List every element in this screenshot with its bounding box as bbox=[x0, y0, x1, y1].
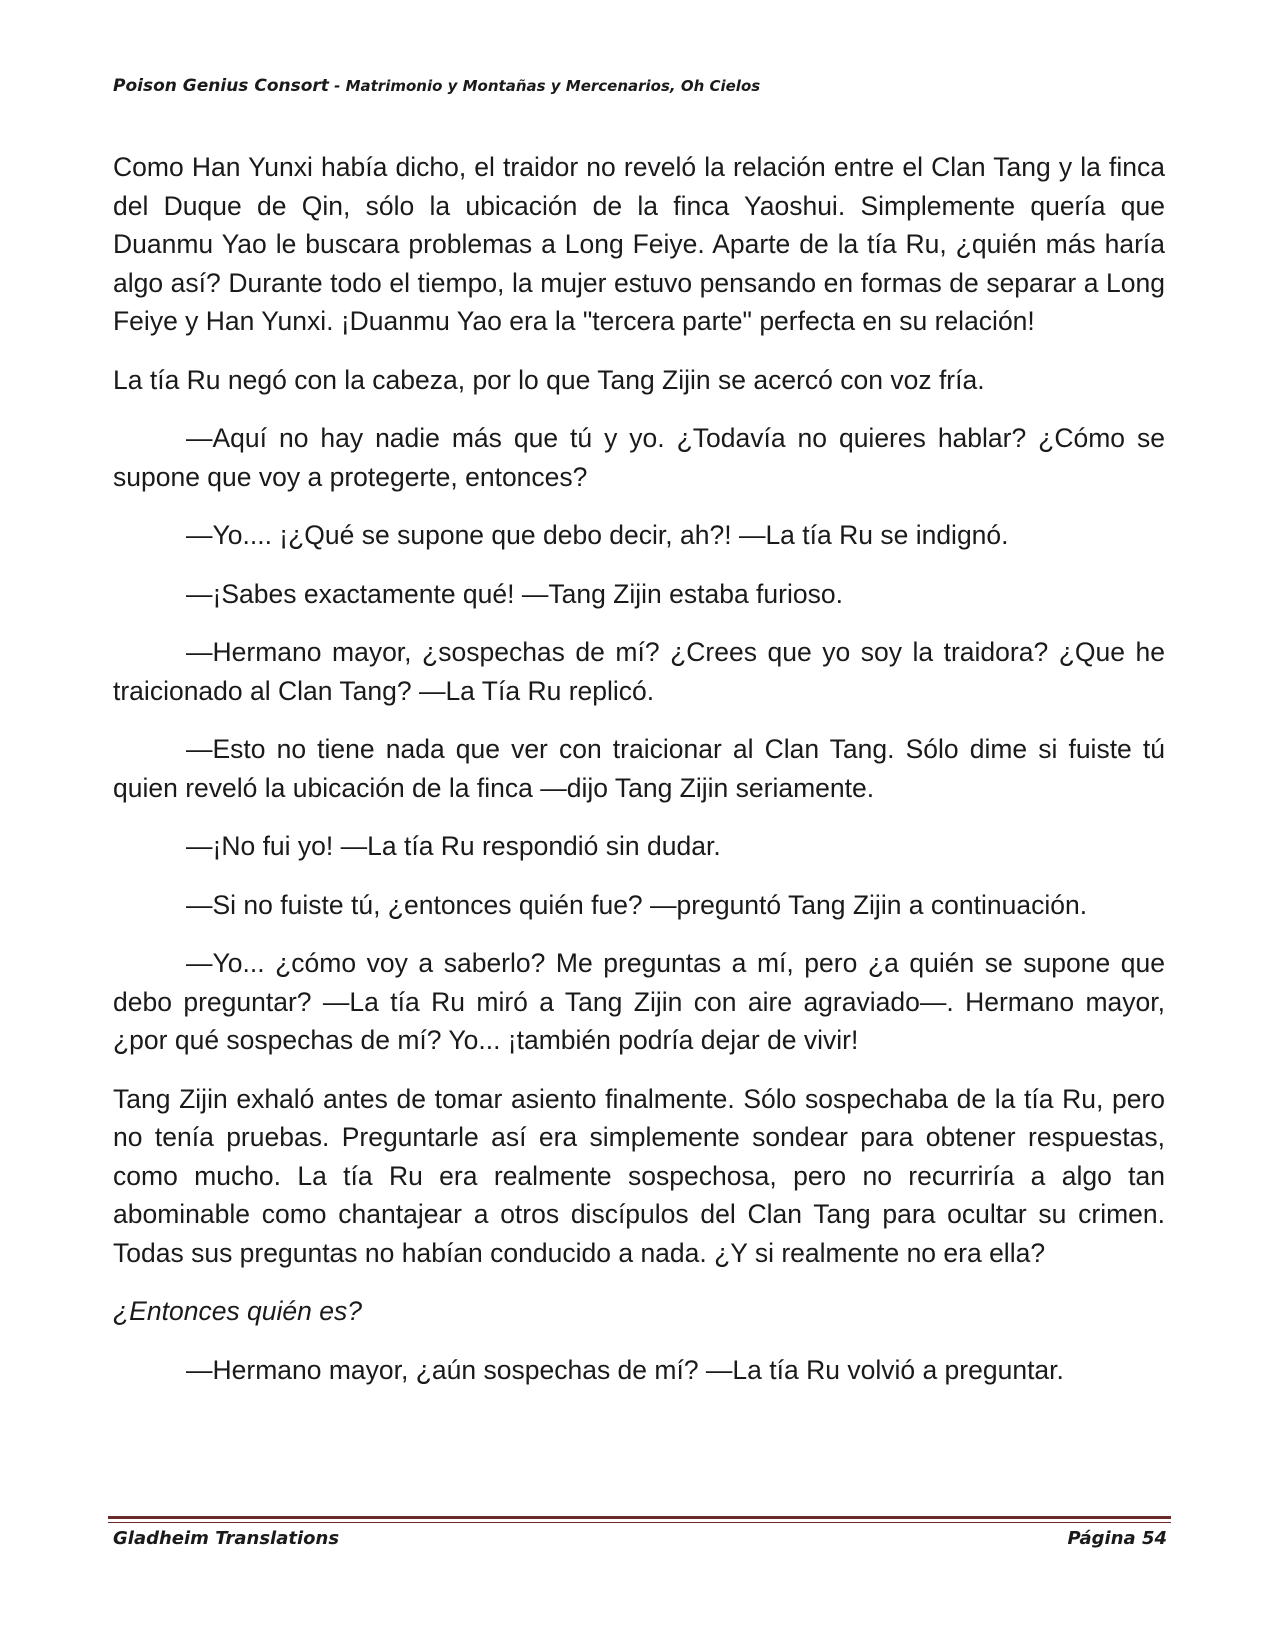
paragraph-9: —Si no fuiste tú, ¿entonces quién fue? —preguntó Tang Zijin a continuación. bbox=[186, 889, 1088, 920]
page-header bbox=[113, 76, 760, 96]
paragraph-7: —Esto no tiene nada que ver con traicionar al Clan Tang. Sólo dime si fuiste tú quien reveló la ubicación de la finca —dijo Tang Zijin seriamente. bbox=[113, 734, 1165, 803]
paragraph-2: La tía Ru negó con la cabeza, por lo que Tang Zijin se acercó con voz fría. bbox=[113, 364, 985, 395]
page-body bbox=[113, 148, 1165, 1409]
page-number: Página 54 bbox=[1067, 1528, 1167, 1549]
paragraph-8: —¡No fui yo! —La tía Ru respondió sin dudar. bbox=[186, 831, 721, 861]
paragraph-1: Como Han Yunxi había dicho, el traidor no reveló la relación entre el Clan Tang y la finca del Duque de Qin, sólo la ubicación de la finca Yaoshui. Simplemente quería que Duanmu Yao le buscara problemas a Long Feiye. Aparte de la tía Ru, ¿quién más haría algo así? Durante todo el tiempo, la mujer estuvo pensando en formas de separar a Long Feiye y Han Yunxi. ¡Duanmu Yao era la "tercera parte" perfecta en su relación! bbox=[113, 152, 1165, 336]
paragraph-12: ¿Entonces quién es? bbox=[113, 1296, 362, 1326]
paragraph-10: —Yo... ¿cómo voy a saberlo? Me preguntas a mí, pero ¿a quién se supone que debo preguntar? —La tía Ru miró a Tang Zijin con aire agraviado—. Hermano mayor, ¿por qué sospechas de mí? Yo... ¡también podría dejar de vivir! bbox=[113, 948, 1165, 1055]
book-title: Poison Genius Consort bbox=[113, 76, 329, 96]
paragraph-4: —Yo.... ¡¿Qué se supone que debo decir, ah?! —La tía Ru se indignó. bbox=[186, 520, 1009, 550]
footer-publisher: Gladheim Translations bbox=[113, 1528, 340, 1549]
paragraph-11: Tang Zijin exhaló antes de tomar asiento finalmente. Sólo sospechaba de la tía Ru, pero no tenía pruebas. Preguntarle así era simplemente sondear para obtener respuestas, como mucho. La tía Ru era realmente sospechosa, pero no recurriría a algo tan abominable como chantajear a otros discípulos del Clan Tang para ocultar su crimen. Todas sus preguntas no habían conducido a nada. ¿Y si realmente no era ella? bbox=[113, 1083, 1165, 1268]
paragraph-3: —Aquí no hay nadie más que tú y yo. ¿Todavía no quieres hablar? ¿Cómo se supone que voy a protegerte, entonces? bbox=[113, 423, 1165, 492]
paragraph-13: —Hermano mayor, ¿aún sospechas de mí? —La tía Ru volvió a preguntar. bbox=[186, 1354, 1064, 1385]
footer-divider bbox=[108, 1516, 1171, 1519]
paragraph-6: —Hermano mayor, ¿sospechas de mí? ¿Crees que yo soy la traidora? ¿Que he traicionado al Clan Tang? —La Tía Ru replicó. bbox=[113, 637, 1165, 706]
chapter-title: - Matrimonio y Montañas y Mercenarios, Oh Cielos bbox=[328, 77, 761, 95]
paragraph-5: —¡Sabes exactamente qué! —Tang Zijin estaba furioso. bbox=[186, 578, 843, 609]
